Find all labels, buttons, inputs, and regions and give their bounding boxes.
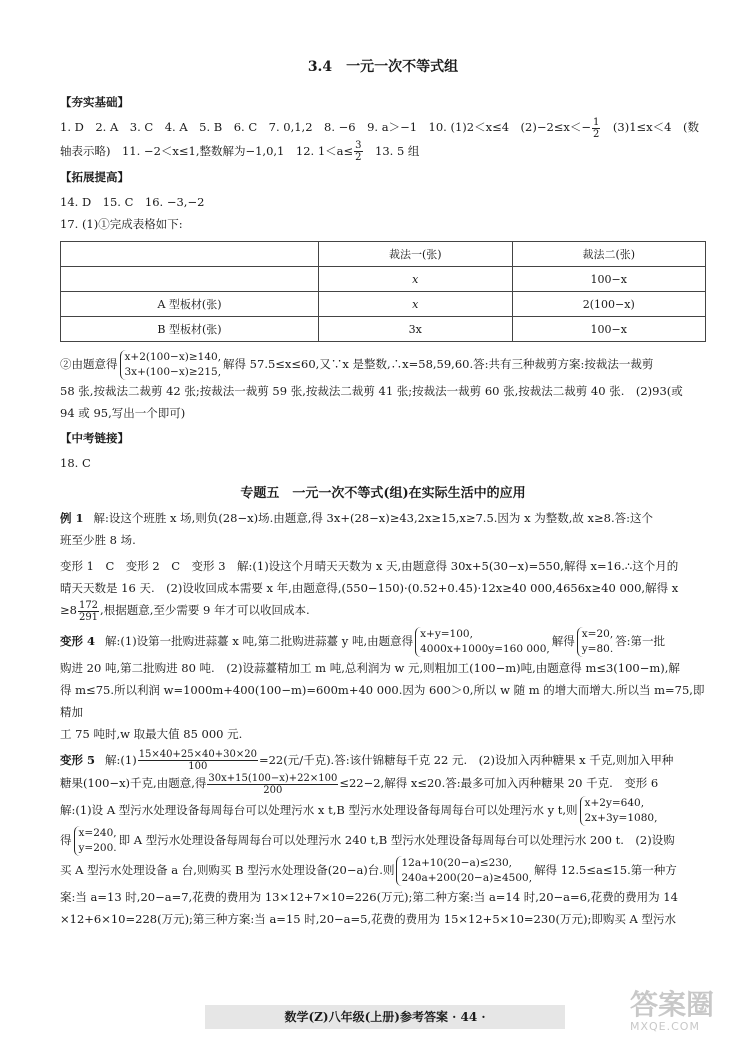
section-label-basic: 【夯实基础】 [60, 95, 129, 109]
section-label-advanced: 【拓展提高】 [60, 170, 129, 184]
variant6-line2: 得 x=240, y=200.即 A 型污水处理设备每周每台可以处理污水 240 t,B 型污水处理设备每周每台可以处理污水 200 t. (2)设购 [60, 826, 675, 854]
table-cell: 100−x [512, 267, 706, 292]
variant6-line1: 解:(1)设 A 型污水处理设备每周每台可以处理污水 x t,B 型污水处理设备每周每台可以处理污水 y t,则 x+2y=640, 2x+3y=1080, [60, 796, 658, 824]
table-cell: A 型板材(张) [61, 292, 319, 317]
basic-answers-line2: 轴表示略) 11. −2＜x≤1,整数解为−1,0,1 12. 1＜a≤ $\frac{3}{2}$ 13. 5 组 [60, 140, 420, 163]
fraction-three-halves: $\frac{3}{2}$ [355, 140, 362, 163]
example1-line2: 班至少胜 8 场. [60, 533, 136, 547]
q17-solution-line3: 94 或 95,写出一个即可) [60, 406, 186, 420]
table-row [61, 317, 706, 342]
section-label-exam: 【中考链接】 [60, 431, 129, 445]
variant6-line5: 案:当 a=13 时,20−a=7,花费的费用为 13×12+7×10=226(万元);第二种方案:当 a=14 时,20−a=6,花费的费用为 14 [60, 889, 678, 904]
advanced-answers-line2: 17. (1)①完成表格如下: [60, 217, 183, 231]
table-row [61, 292, 706, 317]
table-header: 裁法一(张) [319, 242, 513, 267]
equation-system: x+y=100, 4000x+1000y=160 000, [415, 627, 550, 657]
variant123-line1: 变形 1 C 变形 2 C 变形 3 解:(1)设这个月晴天天数为 x 天,由题意得 30x+5(30−x)=550,解得 x=16.∴这个月的 [60, 559, 679, 573]
table-cell: 100−x [512, 317, 706, 342]
variant123-line3: ≥8 $\frac{172}{291}$ ,根据题意,至少需要 9 年才可以收回成本. [60, 599, 310, 623]
variant4-line3: 得 m≤75.所以利润 w=1000m+400(100−m)=600m+40 000.因为 600＞0,所以 w 随 m 的增大而增大.所以当 m=75,即精加 [60, 682, 705, 719]
watermark-logo [630, 990, 730, 1042]
table-row [61, 267, 706, 292]
basic-answers-line1: 1. D 2. A 3. C 4. A 5. B 6. C 7. 0,1,2 8. −6 9. a＞−1 10. (1)2＜x≤4 (2)−2≤x＜− $\frac{1}{2}$ (3)1≤x＜4 (数 [60, 116, 699, 140]
variant4-line4: 工 75 吨时,w 取最大值 85 000 元. [60, 726, 243, 741]
variant4-line1: 变形 4 解:(1)设第一批购进蒜薹 x 吨,第二批购进蒜薹 y 吨,由题意得 x+y=100, 4000x+1000y=160 000,解得 x=20, y=80.答:第一批 [60, 627, 666, 655]
table-cell: 2(100−x) [512, 292, 706, 317]
table-row [61, 242, 706, 267]
solution-system: x=20, y=80. [577, 627, 613, 657]
fraction-price: $\frac{15\times 40+25\times 40+30\times 20}{100}$ [138, 749, 257, 772]
q18-answer: 18. C [60, 456, 91, 470]
variant5-line2: 糖果(100−x)千克,由题意,得 $\frac{30x+15(100-x)+22\times 100}{200}$ ≤22−2,解得 x≤20.答:最多可加入丙种糖果 20 千克. 变形 6 [60, 772, 659, 796]
watermark-url: MXQE.COM [630, 1020, 700, 1033]
table-cell: x [319, 292, 513, 317]
table-cell: B 型板材(张) [61, 317, 319, 342]
variant5-line1: 变形 5 解:(1) $\frac{15\times 40+25\times 40+30\times 20}{100}$ =22(元/千克).答:该什锦糖每千克 22 元. (2)设加入丙种糖果 x 千克,则加入甲种 [60, 749, 674, 772]
variant6-line3: 买 A 型污水处理设备 a 台,则购买 B 型污水处理设备(20−a)台.则 12a+10(20−a)≤230, 240a+200(20−a)≥4500,解得 12.5≤a≤15.第一种方 [60, 856, 677, 884]
watermark-text: 答案圈 [630, 988, 715, 1021]
table-cell: x [319, 267, 513, 292]
section-title: 3.4 一元一次不等式组 [307, 59, 459, 75]
page-footer: 数学(Z)八年级(上册)参考答案 · 44 · [205, 1005, 565, 1029]
variant4-line2: 购进 20 吨,第二批购进 80 吨. (2)设蒜薹精加工 m 吨,总利润为 w 元,则粗加工(100−m)吨,由题意得 m≤3(100−m),解 [60, 660, 680, 675]
fraction-one-half: $\frac{1}{2}$ [593, 116, 600, 140]
fraction-mix: $\frac{30x+15(100-x)+22\times 100}{200}$ [208, 772, 338, 796]
table-cell [61, 242, 319, 267]
table-header: 裁法二(张) [512, 242, 706, 267]
q17-solution-line2: 58 张,按裁法二裁剪 42 张;按裁法一裁剪 59 张,按裁法二裁剪 41 张;按裁法一裁剪 60 张,按裁法二裁剪 40 张. (2)93(或 [60, 384, 683, 398]
advanced-answers-line1: 14. D 15. C 16. −3,−2 [60, 195, 205, 209]
topic-title: 专题五 一元一次不等式(组)在实际生活中的应用 [240, 486, 526, 501]
equation-system: x+2y=640, 2x+3y=1080, [580, 796, 658, 826]
example1-line1: 例 1 解:设这个班胜 x 场,则负(28−x)场.由题意,得 3x+(28−x)≥43,2x≥15,x≥7.5.因为 x 为整数,故 x≥8.答:这个 [60, 511, 653, 525]
variant6-line6: ×12+6×10=228(万元);第三种方案:当 a=15 时,20−a=5,花费的费用为 15×12+5×10=230(万元);即购买 A 型污水 [60, 911, 676, 926]
inequality-system: 12a+10(20−a)≤230, 240a+200(20−a)≥4500, [396, 856, 532, 886]
cutting-table [60, 241, 706, 342]
table-cell [61, 267, 319, 292]
variant123-line2: 晴天天数是 16 天. (2)设收回成本需要 x 年,由题意得,(550−150)·(0.52+0.45)·12x≥40 000,4656x≥40 000,解得 x [60, 581, 679, 595]
q17-solution-line1: ②由题意得 x+2(100−x)≥140, 3x+(100−x)≥215,解得 57.5≤x≤60,又∵x 是整数,∴x=58,59,60.答:共有三种裁剪方案:按裁法一裁剪 [60, 351, 654, 378]
solution-system: x=240, y=200. [74, 826, 117, 856]
inequality-system: x+2(100−x)≥140, 3x+(100−x)≥215, [120, 350, 222, 380]
table-cell: 3x [319, 317, 513, 342]
fraction-172-291: $\frac{172}{291}$ [78, 599, 99, 623]
